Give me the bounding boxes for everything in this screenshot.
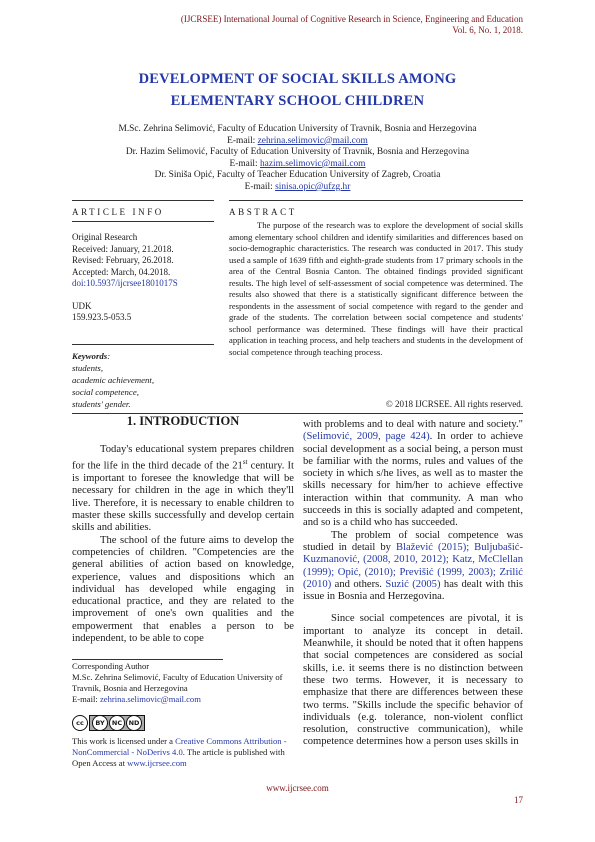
copyright-notice: © 2018 IJCRSEE. All rights reserved. bbox=[385, 399, 523, 409]
paper-title bbox=[60, 68, 535, 112]
keyword-item: students, bbox=[72, 363, 104, 373]
keyword-item: academic achievement, bbox=[72, 375, 155, 385]
by-icon: BY bbox=[92, 715, 108, 731]
corresponding-author-affiliation: M.Sc. Zehrina Selimović, Faculty of Education University of Travnik, Bosnia and Herzegovina bbox=[72, 672, 283, 693]
cc-conditions-bar bbox=[89, 715, 145, 731]
footnote-rule bbox=[72, 659, 223, 660]
abstract-heading: ABSTRACT bbox=[229, 207, 297, 217]
cc-icon: cc bbox=[72, 715, 88, 731]
author-3-email-link[interactable]: sinisa.opic@ufzg.hr bbox=[275, 181, 351, 192]
citation-link[interactable]: (Selimović, 2009, page 424) bbox=[303, 431, 430, 443]
corresponding-author-email-link[interactable]: zehrina.selimovic@mail.com bbox=[99, 694, 201, 704]
author-3-affiliation: Dr. Siniša Opić, Faculty of Teacher Education University of Zagreb, Croatia bbox=[154, 170, 441, 181]
received-date: Received: January, 21.2018. bbox=[72, 243, 174, 254]
revised-date: Revised: February, 26.2018. bbox=[72, 255, 174, 265]
author-3-email-line: E-mail: sinisa.opic@ufzg.hr bbox=[244, 181, 351, 192]
author-2-affiliation: Dr. Hazim Selimović, Faculty of Education University of Travnik, Bosnia and Herzegovina bbox=[125, 147, 470, 158]
nd-icon: ND bbox=[126, 715, 142, 731]
right-column-text bbox=[303, 419, 523, 749]
author-block bbox=[60, 124, 535, 194]
license-statement: This work is licensed under a Creative Commons Attribution - NonCommercial - NoDerivs 4.0. The article is published with Open Access at www.ijcrsee.com bbox=[72, 736, 287, 768]
doi-link[interactable]: doi:10.5937/ijcrsee1801017S bbox=[72, 278, 178, 288]
section-heading-introduction: 1. INTRODUCTION bbox=[126, 414, 240, 428]
corresponding-author-email-line: E-mail: zehrina.selimovic@mail.com bbox=[72, 694, 201, 704]
keywords-heading: Keywords: bbox=[72, 351, 111, 361]
author-1-email-line: E-mail: zehrina.selimovic@mail.com bbox=[227, 135, 368, 146]
article-info-block bbox=[72, 232, 222, 324]
author-1-affiliation: M.Sc. Zehrina Selimović, Faculty of Education University of Travnik, Bosnia and Herzegovina bbox=[118, 124, 477, 134]
intro-paragraph-2: The school of the future aims to develop the competencies of children. "Competencies are the general abilities of action based on knowledge, experience, values and dispositions which an individual has developed while engaging in educational practice, and they are related to the improvement of one's own qualities and the empowerment that enables a person to be independent, to be able to cope bbox=[72, 534, 294, 644]
journal-site-link[interactable]: www.ijcrsee.com bbox=[127, 758, 187, 768]
volume-info: Vol. 6, No. 1, 2018. bbox=[452, 25, 523, 35]
keyword-item: social competence, bbox=[72, 387, 139, 397]
article-info-rule-mid bbox=[72, 221, 214, 222]
title-line-2: ELEMENTARY SCHOOL CHILDREN bbox=[170, 93, 425, 109]
citation-link[interactable]: Blažević (2015); Buljubašić-Kuzmanović, (2008, 2010, 2012); Katz, McClellan (1999); Opić, (2010); Previšić (1999, 2003); Zrilić (2010) bbox=[303, 541, 524, 590]
author-2-email-link[interactable]: hazim.selimovic@mail.com bbox=[259, 158, 366, 169]
intro-paragraph-3: with problems and to deal with nature and society." (Selimović, 2009, page 424). In order to achieve social development as a social being, a person must be familiar with the norms, rules and values of the society in which s/he lives, as well as to master the skills necessary for him/her to achieve effective interaction within that community. A man who succeeds in this is socially adapted and competent, and so is a child who has succeeded. bbox=[303, 419, 523, 529]
running-header bbox=[181, 14, 523, 36]
accepted-date: Accepted: March, 04.2018. bbox=[72, 266, 171, 277]
cc-license-badge[interactable] bbox=[72, 715, 145, 731]
article-type: Original Research bbox=[72, 232, 138, 242]
left-column-text bbox=[72, 444, 294, 645]
keywords-block bbox=[72, 350, 222, 410]
intro-paragraph-4: The problem of social competence was studied in detail by Blažević (2015); Buljubašić-Kuzmanović, (2008, 2010, 2012); Katz, McClellan (1999); Opić, (2010); Previšić (1999, 2003); Zrilić (2010) and others. Suzić (2005) has dealt with this issue in Bosnia and Herzegovina. bbox=[303, 529, 524, 603]
citation-link[interactable]: Suzić (2005) bbox=[385, 578, 441, 590]
journal-title: (IJCRSEE) International Journal of Cognitive Research in Science, Engineering and Education bbox=[180, 14, 523, 24]
author-1-email-link[interactable]: zehrina.selimovic@mail.com bbox=[257, 135, 368, 146]
footer-url[interactable]: www.ijcrsee.com bbox=[266, 783, 329, 793]
license-link[interactable]: Creative Commons Attribution - NonCommercial - NoDerivs 4.0 bbox=[72, 736, 287, 757]
nc-icon: NC bbox=[109, 715, 125, 731]
abstract-rule-top bbox=[229, 200, 523, 201]
udk-label: UDK bbox=[72, 300, 92, 311]
keywords-rule bbox=[72, 344, 214, 345]
author-2-email-line: E-mail: hazim.selimovic@mail.com bbox=[229, 158, 366, 169]
abstract-text: The purpose of the research was to explore the development of social skills among elementary school children and identify similarities and differences based on socio-demographic characteristics. The research was conducted in 2017. This study used a sample of 1639 fifth and eighth-grade students from 17 primary schools in the area of the Central Bosnia Canton. The obtained findings provided significant results. The high level of self-assessment of social competence was determined. The results also showed that there is a statistically significant difference between the respondents in the assessment of social competence with regard to the gender and grade of the students. The correlation between social competence and students' school performance was determined. These findings will have their practical application in teaching process, and help teachers and students in the development of social competence through teaching process. bbox=[229, 220, 523, 357]
page-number: 17 bbox=[514, 795, 523, 805]
corresponding-author-label: Corresponding Author bbox=[72, 661, 150, 671]
corresponding-author-block bbox=[72, 661, 298, 705]
udk-value: 159.923.5-053.5 bbox=[72, 312, 132, 322]
intro-paragraph-1: Today's educational system prepares children for the life in the third decade of the 21st century. It is important to foresee the knowledge that will be necessary for children in the age in which they'll live. Therefore, it is necessary to enable children to master these skills successfully and develop certain skills and abilities. bbox=[72, 444, 295, 534]
keyword-item: students' gender. bbox=[72, 399, 131, 409]
article-info-heading: ARTICLE INFO bbox=[72, 207, 164, 217]
title-line-1: DEVELOPMENT OF SOCIAL SKILLS AMONG bbox=[138, 71, 457, 87]
intro-paragraph-5: Since social competences are pivotal, it is important to analyze its concept in detail. Meanwhile, it should be noted that it often happens that social competences are considered as social skills, i.e. it seems there is no distinction between these two terms. However, it is necessary to emphasize that there are differences between these two terms. "Skills include the specific behavior of individuals (e.g. tolerance, non-violent conflict resolution, constructive communication), while competence determines how a person uses skills in bbox=[303, 613, 523, 748]
article-info-rule-top bbox=[72, 200, 214, 201]
